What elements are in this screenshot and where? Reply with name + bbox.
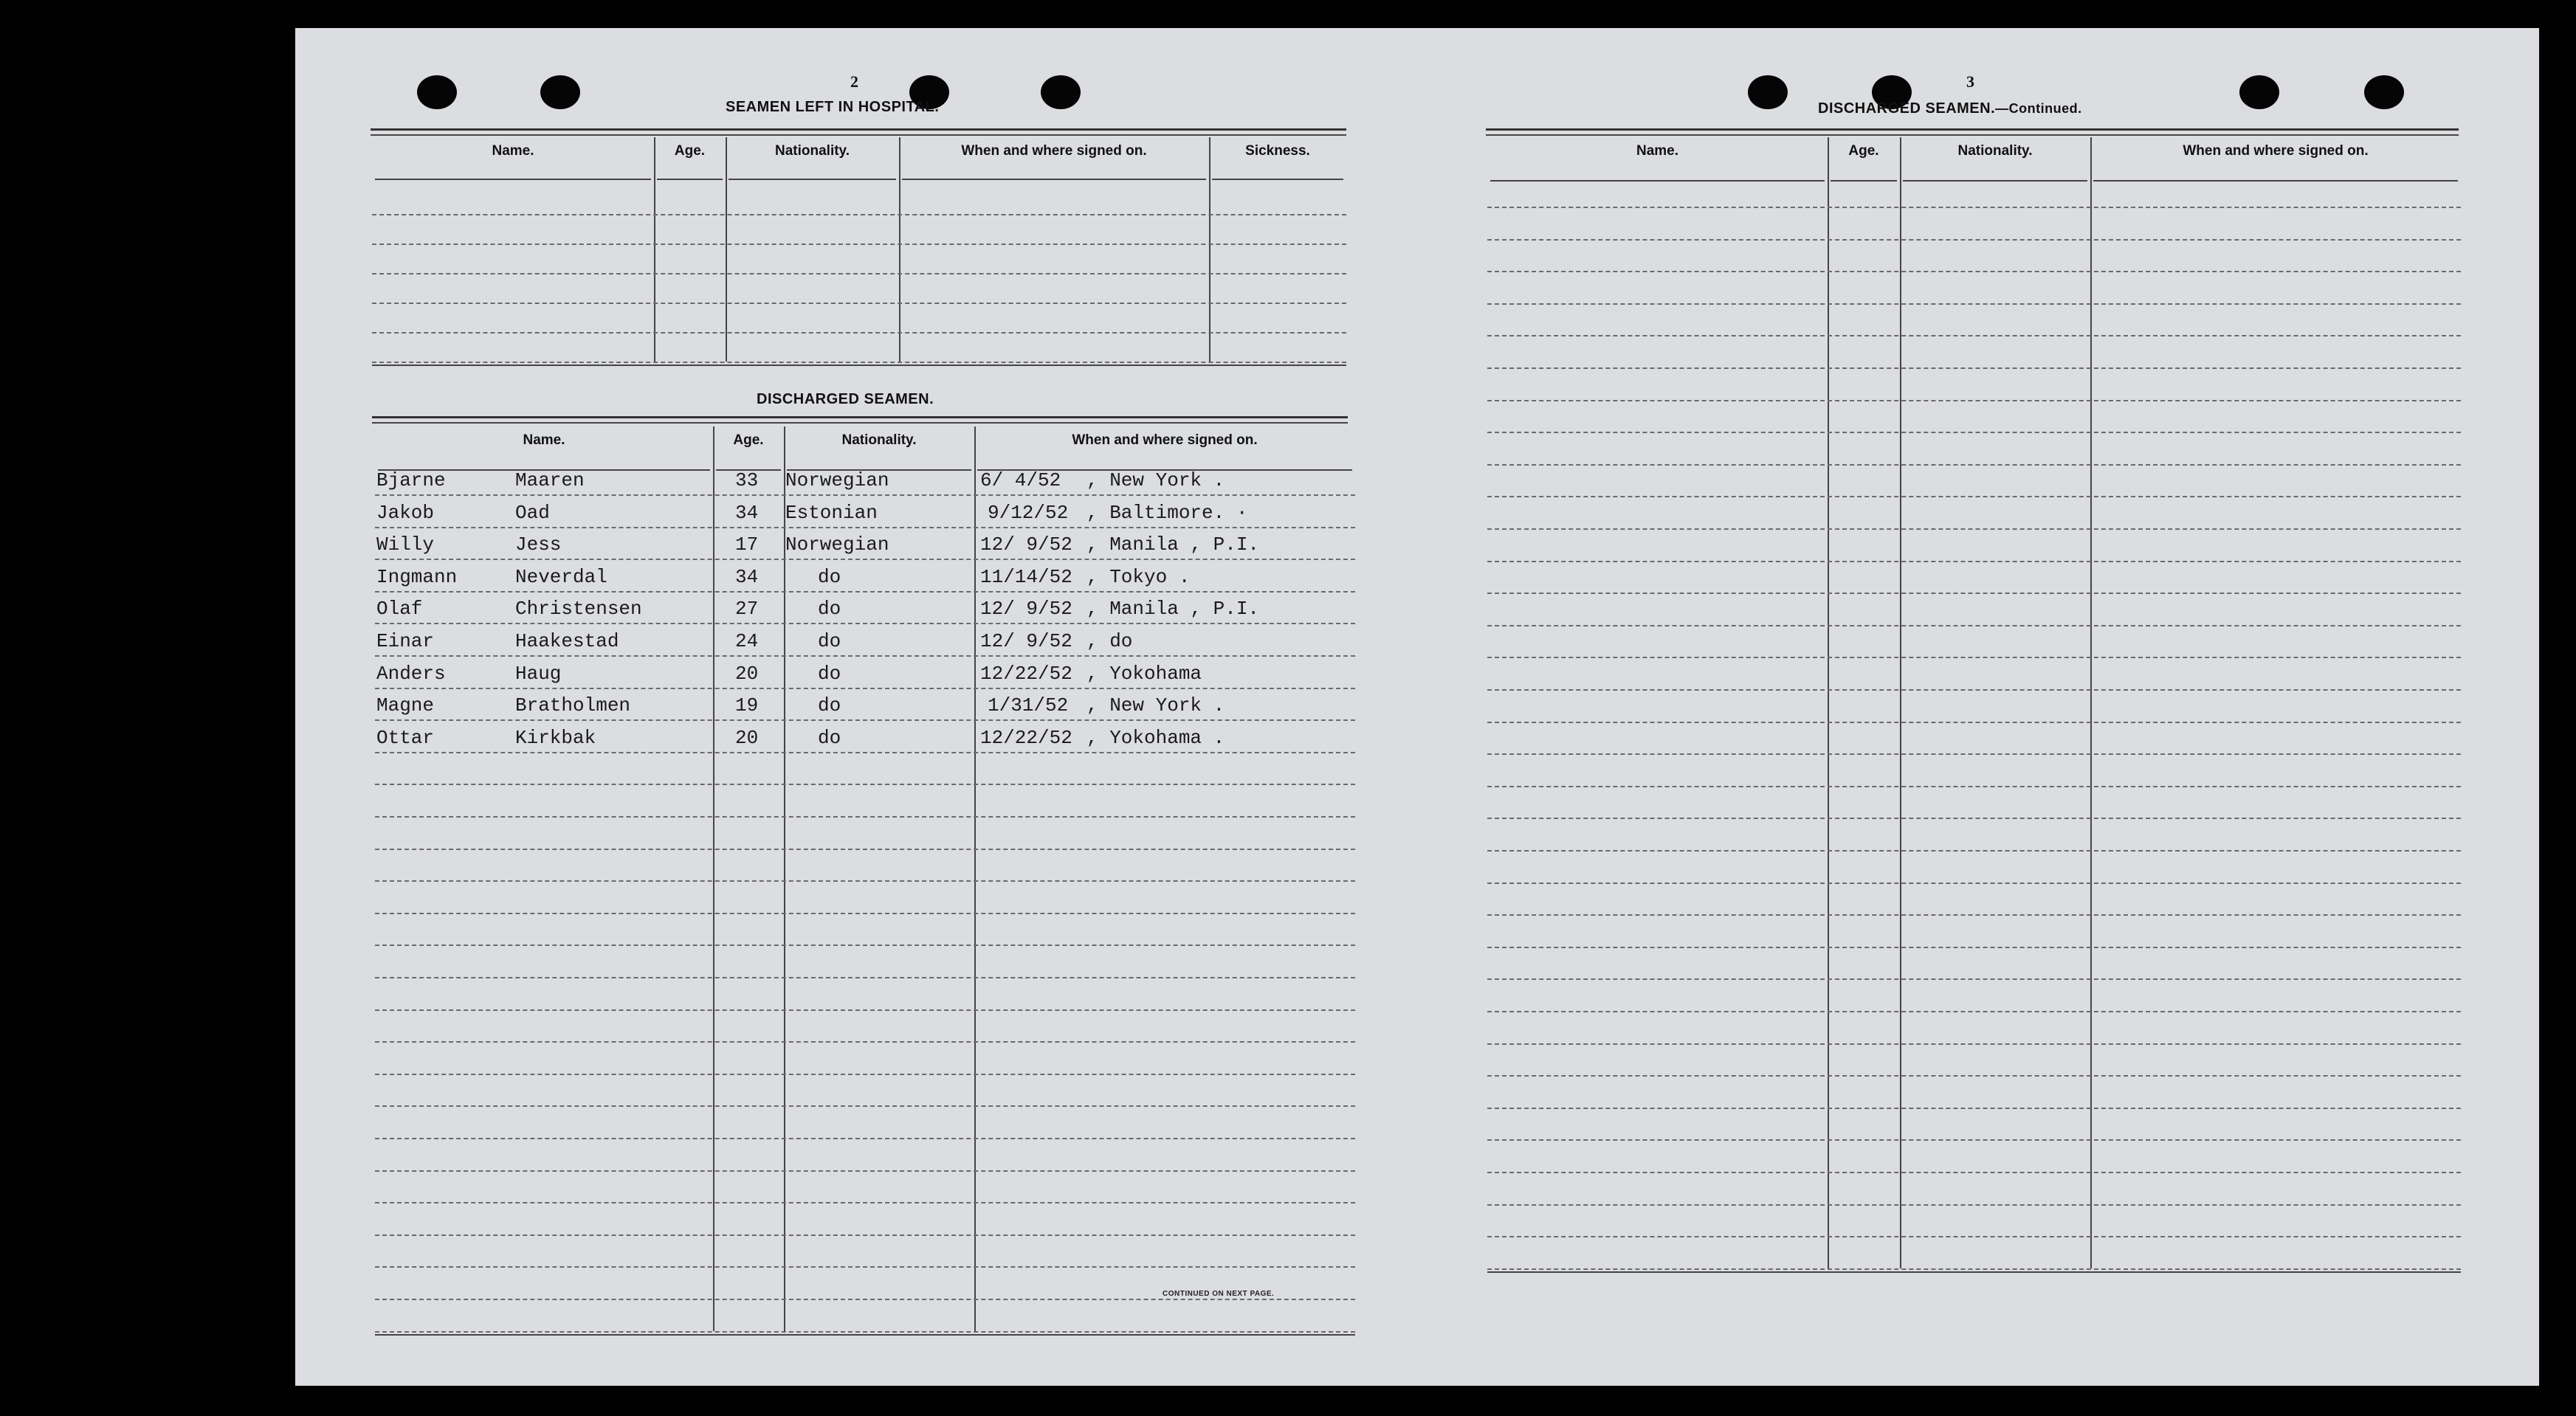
row-rule [1487, 786, 2461, 787]
place-signed-cell: , New York . [1086, 469, 1225, 491]
row-rule [375, 1041, 1355, 1043]
column-header: Nationality. [1957, 143, 2033, 159]
column-header: Name. [1636, 143, 1679, 159]
punch-hole [2239, 75, 2279, 109]
row-rule [1487, 1268, 2461, 1270]
row-rule [1487, 689, 2461, 691]
nationality-cell: do [818, 694, 841, 717]
row-rule [375, 944, 1355, 946]
right-page [1417, 28, 2539, 1386]
row-rule [1487, 914, 2461, 916]
place-signed-cell: , Yokohama [1086, 662, 1202, 685]
place-signed-cell: , Manila , P.I. [1086, 598, 1260, 621]
row-rule [1487, 1108, 2461, 1109]
row-rule [375, 688, 1355, 689]
first-name-cell: Einar [376, 630, 435, 652]
first-name-cell: Magne [376, 694, 435, 717]
row-rule [1487, 367, 2461, 369]
row-rule [375, 494, 1355, 496]
first-name-cell: Jakob [376, 501, 435, 524]
row-rule [375, 1299, 1355, 1300]
nationality-cell: Norwegian [785, 469, 889, 491]
row-rule [375, 1202, 1355, 1203]
header-underline [729, 179, 896, 180]
row-rule [372, 332, 1346, 334]
continued-section-title [1818, 100, 2082, 117]
discharged-section-title: DISCHARGED SEAMEN. [757, 391, 934, 407]
first-name-cell: Anders [376, 662, 446, 685]
row-rule [375, 913, 1355, 914]
row-rule [1487, 464, 2461, 466]
date-signed-cell: 12/22/52 [980, 662, 1072, 685]
column-divider [1209, 137, 1210, 362]
row-rule [375, 559, 1355, 560]
row-rule [375, 623, 1355, 624]
last-name-cell: Haug [515, 662, 562, 685]
row-rule [1487, 303, 2461, 305]
row-rule [1487, 850, 2461, 852]
place-signed-cell: , Manila , P.I. [1086, 533, 1260, 556]
punch-hole [417, 75, 457, 109]
row-rule [1487, 1043, 2461, 1045]
header-underline [2093, 180, 2458, 182]
column-divider [726, 137, 727, 362]
first-name-cell: Bjarne [376, 469, 446, 491]
row-rule [372, 273, 1346, 274]
header-underline [902, 179, 1206, 180]
row-rule [372, 362, 1346, 363]
age-cell: 27 [735, 598, 759, 621]
row-rule [375, 1331, 1355, 1333]
row-rule [1487, 271, 2461, 272]
continued-footer: CONTINUED ON NEXT PAGE. [1163, 1290, 1275, 1298]
punch-hole [540, 75, 580, 109]
punch-hole [1041, 75, 1081, 109]
continued-title-main: DISCHARGED SEAMEN. [1818, 100, 1996, 117]
column-divider [899, 137, 900, 362]
last-name-cell: Christensen [515, 598, 642, 621]
row-rule [1487, 400, 2461, 401]
date-signed-cell: 12/ 9/52 [980, 630, 1072, 652]
row-rule [372, 214, 1346, 215]
row-rule [1487, 657, 2461, 658]
last-name-cell: Kirkbak [515, 726, 596, 749]
age-cell: 24 [735, 630, 759, 652]
header-underline [375, 179, 651, 180]
nationality-cell: do [818, 662, 841, 685]
column-header: Nationality. [775, 143, 850, 159]
nationality-cell: do [818, 726, 841, 749]
top-rule [1486, 128, 2459, 131]
row-rule [1487, 1011, 2461, 1012]
row-rule [375, 1138, 1355, 1139]
row-rule [1487, 625, 2461, 626]
row-rule [1487, 432, 2461, 433]
row-rule [375, 1170, 1355, 1172]
top-rule [371, 128, 1346, 131]
row-rule [372, 303, 1346, 304]
row-rule [1487, 1075, 2461, 1077]
column-header: When and where signed on. [1072, 432, 1258, 448]
nationality-cell: Norwegian [785, 533, 889, 556]
place-signed-cell: , do [1086, 630, 1133, 652]
table-bottom-rule [1487, 1271, 2461, 1273]
column-header: Age. [1848, 143, 1879, 159]
row-rule [375, 1234, 1355, 1236]
row-rule [1487, 593, 2461, 594]
row-rule [1487, 1172, 2461, 1173]
row-rule [375, 1074, 1355, 1075]
row-rule [375, 784, 1355, 785]
row-rule [1487, 1204, 2461, 1206]
header-underline [1490, 180, 1825, 182]
row-rule [1487, 818, 2461, 819]
mid-rule-thin [372, 422, 1348, 424]
row-rule [375, 1266, 1355, 1268]
age-cell: 20 [735, 726, 759, 749]
first-name-cell: Ingmann [376, 565, 458, 588]
row-rule [375, 977, 1355, 978]
age-cell: 19 [735, 694, 759, 717]
age-cell: 34 [735, 501, 759, 524]
column-divider [784, 426, 785, 1331]
row-rule [375, 719, 1355, 721]
nationality-cell: do [818, 598, 841, 621]
row-rule [375, 1009, 1355, 1011]
date-signed-cell: 12/ 9/52 [980, 598, 1072, 621]
left-page [295, 28, 1417, 1386]
column-header: Age. [674, 143, 706, 159]
place-signed-cell: , New York . [1086, 694, 1225, 717]
column-divider [1828, 137, 1829, 1268]
last-name-cell: Neverdal [515, 565, 607, 588]
column-header: Name. [492, 143, 534, 159]
first-name-cell: Ottar [376, 726, 435, 749]
column-divider [654, 137, 655, 362]
row-rule [1487, 335, 2461, 336]
row-rule [1487, 207, 2461, 208]
column-header: When and where signed on. [961, 143, 1147, 159]
column-header: Age. [733, 432, 764, 448]
top-rule-thin [1486, 134, 2459, 136]
row-rule [375, 655, 1355, 657]
row-rule [1487, 722, 2461, 723]
age-cell: 34 [735, 565, 759, 588]
punch-hole [1748, 75, 1788, 109]
row-rule [1487, 883, 2461, 884]
header-underline [1831, 180, 1897, 182]
column-header: Sickness. [1245, 143, 1310, 159]
first-name-cell: Olaf [376, 598, 423, 621]
column-header: Name. [523, 432, 565, 448]
place-signed-cell: , Yokohama . [1086, 726, 1225, 749]
column-header: Nationality. [841, 432, 917, 448]
row-rule [375, 880, 1355, 882]
date-signed-cell: 12/22/52 [980, 726, 1072, 749]
row-rule [375, 752, 1355, 753]
last-name-cell: Haakestad [515, 630, 619, 652]
age-cell: 17 [735, 533, 759, 556]
row-rule [1487, 528, 2461, 530]
last-name-cell: Bratholmen [515, 694, 631, 717]
last-name-cell: Oad [515, 501, 550, 524]
continued-title-suffix: —Continued. [1995, 101, 2082, 116]
date-signed-cell: 11/14/52 [980, 565, 1072, 588]
age-cell: 20 [735, 662, 759, 685]
column-header: When and where signed on. [2183, 143, 2369, 159]
nationality-cell: do [818, 630, 841, 652]
date-signed-cell: 6/ 4/52 [980, 469, 1061, 491]
column-divider [1900, 137, 1901, 1268]
row-rule [375, 849, 1355, 850]
row-rule [1487, 978, 2461, 980]
hospital-section-title: SEAMEN LEFT IN HOSPITAL. [726, 99, 940, 115]
punch-hole [2364, 75, 2404, 109]
date-signed-cell: 12/ 9/52 [980, 533, 1072, 556]
row-rule [375, 527, 1355, 528]
header-underline [657, 179, 723, 180]
row-rule [375, 591, 1355, 593]
table-bottom-rule [375, 1334, 1355, 1336]
mid-rule [372, 416, 1348, 418]
header-underline [1903, 180, 2087, 182]
table-bottom-rule [372, 365, 1346, 366]
column-divider [713, 426, 714, 1331]
row-rule [372, 244, 1346, 245]
column-divider [974, 426, 976, 1331]
row-rule [375, 1105, 1355, 1107]
place-signed-cell: , Baltimore. · [1086, 501, 1248, 524]
nationality-cell: Estonian [785, 501, 878, 524]
row-rule [1487, 239, 2461, 241]
row-rule [1487, 1236, 2461, 1237]
last-name-cell: Maaren [515, 469, 585, 491]
row-rule [1487, 496, 2461, 497]
age-cell: 33 [735, 469, 759, 491]
page-number: 3 [1966, 72, 1974, 91]
last-name-cell: Jess [515, 533, 562, 556]
header-underline [1212, 179, 1343, 180]
first-name-cell: Willy [376, 533, 435, 556]
page-number: 2 [850, 72, 858, 91]
row-rule [375, 816, 1355, 818]
row-rule [1487, 947, 2461, 948]
date-signed-cell: 9/12/52 [988, 501, 1069, 524]
column-divider [2090, 137, 2092, 1268]
place-signed-cell: , Tokyo . [1086, 565, 1191, 588]
top-rule-thin [371, 134, 1346, 136]
nationality-cell: do [818, 565, 841, 588]
row-rule [1487, 1139, 2461, 1141]
date-signed-cell: 1/31/52 [988, 694, 1069, 717]
row-rule [1487, 753, 2461, 755]
row-rule [1487, 561, 2461, 562]
